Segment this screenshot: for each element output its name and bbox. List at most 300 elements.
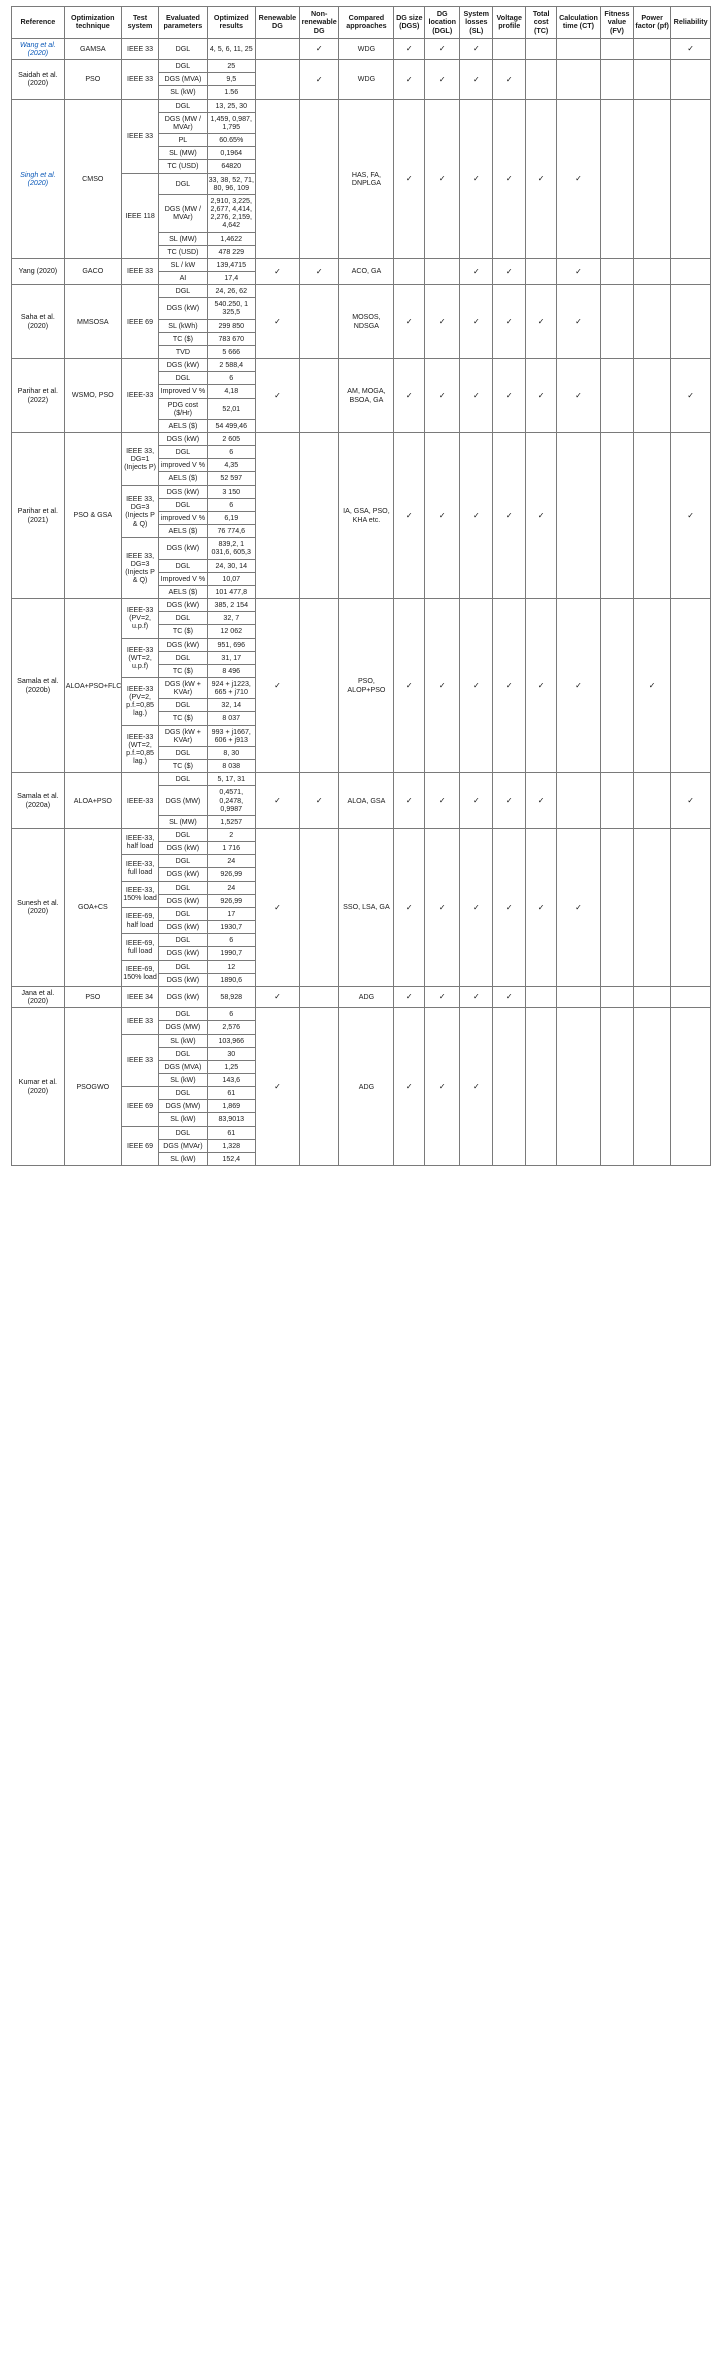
check-icon xyxy=(473,681,480,690)
cell-result: 4, 5, 6, 11, 25 xyxy=(207,38,255,59)
cell-parameter: SL / kW xyxy=(159,258,207,271)
cell-result: 101 477,8 xyxy=(207,585,255,598)
check-icon xyxy=(538,796,545,805)
check-icon xyxy=(473,992,480,1001)
cell-test-system: IEEE-33, half load xyxy=(121,829,158,855)
cell-parameter: SL (kWh) xyxy=(159,319,207,332)
cell-result: 2,910, 3,225, 2,677, 4,414, 2,276, 2,159, 4,642 xyxy=(207,194,255,232)
cell-test-system: IEEE-33, 150% load xyxy=(121,881,158,907)
cell-dg-location xyxy=(425,38,460,59)
cell-result: 24 xyxy=(207,855,255,868)
cell-parameter: DGL xyxy=(159,173,207,194)
cell-renewable-dg xyxy=(255,285,299,359)
cell-total-cost xyxy=(526,433,557,599)
cell-parameter: SL (MW) xyxy=(159,232,207,245)
cell-calculation-time xyxy=(557,433,601,599)
cell-dg-location xyxy=(425,829,460,987)
cell-technique: PSO & GSA xyxy=(64,433,121,599)
cell-parameter: DGS (kW + KVAr) xyxy=(159,677,207,698)
cell-reliability xyxy=(671,829,711,987)
cell-compared-approaches: ADG xyxy=(339,1008,394,1166)
check-icon xyxy=(473,391,480,400)
cell-parameter: DGS (kW) xyxy=(159,986,207,1007)
reference-label: Jana et al. (2020) xyxy=(21,988,55,1006)
check-icon xyxy=(687,44,694,53)
cell-nonrenewable-dg xyxy=(299,829,339,987)
cell-power-factor xyxy=(633,1008,670,1166)
cell-renewable-dg xyxy=(255,60,299,99)
cell-system-losses xyxy=(460,773,493,829)
check-icon xyxy=(274,1082,281,1091)
cell-dg-size xyxy=(394,38,425,59)
cell-parameter: DGL xyxy=(159,881,207,894)
cell-result: 385, 2 154 xyxy=(207,599,255,612)
cell-compared-approaches: ACO, GA xyxy=(339,258,394,284)
cell-system-losses xyxy=(460,285,493,359)
cell-result: 4,35 xyxy=(207,459,255,472)
cell-dg-location xyxy=(425,773,460,829)
cell-reference xyxy=(12,285,65,359)
cell-result: 13, 25, 30 xyxy=(207,99,255,112)
check-icon xyxy=(506,796,513,805)
check-icon xyxy=(506,317,513,326)
cell-dg-size xyxy=(394,285,425,359)
cell-calculation-time xyxy=(557,60,601,99)
cell-test-system: IEEE-69, 150% load xyxy=(121,960,158,986)
reference-label: Sunesh et al. (2020) xyxy=(17,899,59,916)
column-header-7: Compared approaches xyxy=(339,7,394,39)
table-row xyxy=(12,986,711,1007)
column-header-0: Reference xyxy=(12,7,65,39)
check-icon xyxy=(274,796,281,805)
cell-parameter: DGS (kW) xyxy=(159,894,207,907)
cell-result: 1,869 xyxy=(207,1100,255,1113)
cell-test-system: IEEE 33 xyxy=(121,38,158,59)
cell-system-losses xyxy=(460,433,493,599)
cell-parameter: DGL xyxy=(159,699,207,712)
cell-parameter: DGL xyxy=(159,99,207,112)
cell-reliability xyxy=(671,38,711,59)
cell-result: 478 229 xyxy=(207,245,255,258)
cell-compared-approaches: ADG xyxy=(339,986,394,1007)
cell-reference xyxy=(12,38,65,59)
cell-dg-location xyxy=(425,285,460,359)
cell-test-system: IEEE 34 xyxy=(121,986,158,1007)
cell-total-cost xyxy=(526,99,557,258)
cell-parameter: AELS ($) xyxy=(159,472,207,485)
cell-test-system: IEEE-33 (PV=2, p.f.=0,85 lag.) xyxy=(121,677,158,725)
cell-compared-approaches: WDG xyxy=(339,60,394,99)
cell-result: 1990,7 xyxy=(207,947,255,960)
cell-technique: PSOGWO xyxy=(64,1008,121,1166)
cell-renewable-dg xyxy=(255,433,299,599)
cell-result: 6 xyxy=(207,934,255,947)
cell-technique: GACO xyxy=(64,258,121,284)
cell-power-factor xyxy=(633,285,670,359)
reference-label: Samala et al. (2020a) xyxy=(17,792,59,809)
cell-power-factor xyxy=(633,38,670,59)
cell-result: 103,966 xyxy=(207,1034,255,1047)
cell-parameter: DGL xyxy=(159,38,207,59)
cell-voltage-profile xyxy=(493,359,526,433)
cell-result: 1.56 xyxy=(207,86,255,99)
cell-total-cost xyxy=(526,285,557,359)
check-icon xyxy=(506,391,513,400)
cell-dg-size xyxy=(394,773,425,829)
cell-parameter: TC (USD) xyxy=(159,160,207,173)
table-header-row xyxy=(12,7,711,39)
check-icon xyxy=(316,44,323,53)
check-icon xyxy=(473,267,480,276)
cell-system-losses xyxy=(460,599,493,773)
cell-voltage-profile xyxy=(493,599,526,773)
check-icon xyxy=(406,681,413,690)
check-icon xyxy=(506,681,513,690)
cell-test-system: IEEE-33 xyxy=(121,359,158,433)
cell-parameter: DGL xyxy=(159,612,207,625)
cell-result: 52 597 xyxy=(207,472,255,485)
cell-reliability xyxy=(671,60,711,99)
cell-technique: WSMO, PSO xyxy=(64,359,121,433)
cell-result: 5, 17, 31 xyxy=(207,773,255,786)
cell-parameter: DGS (MVA) xyxy=(159,1060,207,1073)
cell-technique: ALOA+PSO xyxy=(64,773,121,829)
cell-dg-size xyxy=(394,99,425,258)
cell-test-system: IEEE 69 xyxy=(121,285,158,359)
cell-parameter: AELS ($) xyxy=(159,585,207,598)
cell-parameter: DGL xyxy=(159,285,207,298)
cell-result: 1930,7 xyxy=(207,921,255,934)
cell-calculation-time xyxy=(557,258,601,284)
cell-dg-size xyxy=(394,599,425,773)
cell-nonrenewable-dg xyxy=(299,38,339,59)
cell-renewable-dg xyxy=(255,773,299,829)
cell-calculation-time xyxy=(557,99,601,258)
cell-technique: GOA+CS xyxy=(64,829,121,987)
cell-result: 783 670 xyxy=(207,332,255,345)
cell-result: 58,928 xyxy=(207,986,255,1007)
table-row xyxy=(12,433,711,446)
cell-parameter: DGS (kW) xyxy=(159,868,207,881)
reference-label: Kumar et al. (2020) xyxy=(18,1078,57,1095)
cell-parameter: SL (MW) xyxy=(159,147,207,160)
check-icon xyxy=(406,174,413,183)
check-icon xyxy=(439,391,446,400)
check-icon xyxy=(439,511,446,520)
cell-reference xyxy=(12,359,65,433)
cell-power-factor xyxy=(633,829,670,987)
check-icon xyxy=(274,391,281,400)
cell-test-system: IEEE-33, full load xyxy=(121,855,158,881)
cell-parameter: TC ($) xyxy=(159,712,207,725)
cell-voltage-profile xyxy=(493,285,526,359)
cell-result: 17 xyxy=(207,907,255,920)
reference-label: Parihar et al. (2022) xyxy=(17,387,58,404)
cell-total-cost xyxy=(526,1008,557,1166)
cell-parameter: DGS (kW + KVAr) xyxy=(159,725,207,746)
cell-calculation-time xyxy=(557,1008,601,1166)
check-icon xyxy=(473,44,480,53)
cell-voltage-profile xyxy=(493,258,526,284)
cell-result: 8 037 xyxy=(207,712,255,725)
cell-parameter: DGS (kW) xyxy=(159,638,207,651)
cell-parameter: DGS (MW) xyxy=(159,1021,207,1034)
check-icon xyxy=(473,75,480,84)
cell-result: 17,4 xyxy=(207,271,255,284)
cell-parameter: DGS (kW) xyxy=(159,359,207,372)
cell-total-cost xyxy=(526,258,557,284)
cell-result: 540.250, 1 325,5 xyxy=(207,298,255,319)
cell-parameter: AELS ($) xyxy=(159,419,207,432)
cell-parameter: DGS (MW / MVAr) xyxy=(159,194,207,232)
cell-compared-approaches: IA, GSA, PSO, KHA etc. xyxy=(339,433,394,599)
cell-system-losses xyxy=(460,1008,493,1166)
check-icon xyxy=(274,681,281,690)
cell-parameter: SL (kW) xyxy=(159,1152,207,1165)
cell-renewable-dg xyxy=(255,99,299,258)
cell-result: 32, 7 xyxy=(207,612,255,625)
cell-parameter: DGL xyxy=(159,372,207,385)
check-icon xyxy=(406,391,413,400)
cell-dg-location xyxy=(425,599,460,773)
cell-result: 152,4 xyxy=(207,1152,255,1165)
cell-result: 0,4571, 0,2478, 0,9987 xyxy=(207,786,255,815)
cell-parameter: DGS (kW) xyxy=(159,921,207,934)
cell-result: 6 xyxy=(207,446,255,459)
column-header-9: DG location (DGL) xyxy=(425,7,460,39)
check-icon xyxy=(406,44,413,53)
check-icon xyxy=(274,267,281,276)
cell-parameter: TC ($) xyxy=(159,760,207,773)
cell-parameter: DGL xyxy=(159,773,207,786)
cell-calculation-time xyxy=(557,986,601,1007)
cell-nonrenewable-dg xyxy=(299,599,339,773)
cell-voltage-profile xyxy=(493,433,526,599)
check-icon xyxy=(687,391,694,400)
cell-test-system: IEEE 69 xyxy=(121,1087,158,1126)
cell-result: 143,6 xyxy=(207,1073,255,1086)
cell-system-losses xyxy=(460,258,493,284)
cell-fitness-value xyxy=(600,258,633,284)
check-icon xyxy=(274,903,281,912)
cell-fitness-value xyxy=(600,599,633,773)
check-icon xyxy=(274,317,281,326)
check-icon xyxy=(274,992,281,1001)
cell-calculation-time xyxy=(557,829,601,987)
check-icon xyxy=(575,391,582,400)
cell-result: 139,4715 xyxy=(207,258,255,271)
reference-label: Parihar et al. (2021) xyxy=(17,507,58,524)
column-header-10: System losses (SL) xyxy=(460,7,493,39)
cell-parameter: DGL xyxy=(159,746,207,759)
check-icon xyxy=(439,903,446,912)
column-header-1: Optimization technique xyxy=(64,7,121,39)
cell-test-system: IEEE 33, DG=1 (Injects P) xyxy=(121,433,158,486)
cell-total-cost xyxy=(526,829,557,987)
cell-parameter: DGS (kW) xyxy=(159,599,207,612)
cell-result: 924 + j1223, 665 + j710 xyxy=(207,677,255,698)
check-icon xyxy=(439,44,446,53)
cell-result: 2 588,4 xyxy=(207,359,255,372)
column-header-14: Fitness value (FV) xyxy=(600,7,633,39)
cell-voltage-profile xyxy=(493,60,526,99)
cell-technique: ALOA+PSO+FLC xyxy=(64,599,121,773)
check-icon xyxy=(538,174,545,183)
check-icon xyxy=(575,317,582,326)
cell-parameter: DGS (kW) xyxy=(159,973,207,986)
cell-reference xyxy=(12,599,65,773)
cell-nonrenewable-dg xyxy=(299,60,339,99)
cell-dg-size xyxy=(394,986,425,1007)
table-row xyxy=(12,99,711,112)
column-header-11: Voltage profile xyxy=(493,7,526,39)
cell-parameter: SL (MW) xyxy=(159,815,207,828)
cell-result: 299 850 xyxy=(207,319,255,332)
cell-reliability xyxy=(671,773,711,829)
cell-test-system: IEEE 33, DG=3 (Injects P & Q) xyxy=(121,485,158,538)
cell-result: 60.65% xyxy=(207,134,255,147)
cell-result: 1,25 xyxy=(207,1060,255,1073)
cell-compared-approaches: HAS, FA, DNPLGA xyxy=(339,99,394,258)
cell-reliability xyxy=(671,433,711,599)
cell-result: 1890,6 xyxy=(207,973,255,986)
cell-fitness-value xyxy=(600,60,633,99)
cell-technique: MMSOSA xyxy=(64,285,121,359)
cell-system-losses xyxy=(460,60,493,99)
table-row xyxy=(12,1008,711,1021)
table-row xyxy=(12,285,711,298)
cell-result: 1,5257 xyxy=(207,815,255,828)
cell-result: 951, 696 xyxy=(207,638,255,651)
check-icon xyxy=(406,317,413,326)
cell-result: 9,5 xyxy=(207,73,255,86)
cell-parameter: TC ($) xyxy=(159,625,207,638)
check-icon xyxy=(473,511,480,520)
cell-result: 839,2, 1 031,6, 605,3 xyxy=(207,538,255,559)
cell-result: 6 xyxy=(207,372,255,385)
cell-result: 1 716 xyxy=(207,842,255,855)
cell-voltage-profile xyxy=(493,1008,526,1166)
cell-calculation-time xyxy=(557,285,601,359)
cell-parameter: DGS (kW) xyxy=(159,433,207,446)
check-icon xyxy=(506,992,513,1001)
table-header xyxy=(12,7,711,39)
cell-dg-size xyxy=(394,258,425,284)
cell-result: 64820 xyxy=(207,160,255,173)
cell-nonrenewable-dg xyxy=(299,1008,339,1166)
cell-parameter: SL (kW) xyxy=(159,86,207,99)
check-icon xyxy=(406,796,413,805)
cell-test-system: IEEE 69 xyxy=(121,1126,158,1165)
cell-parameter: DGS (kW) xyxy=(159,298,207,319)
check-icon xyxy=(439,992,446,1001)
cell-result: 993 + j1667, 606 + j913 xyxy=(207,725,255,746)
cell-dg-size xyxy=(394,60,425,99)
cell-result: 5 666 xyxy=(207,345,255,358)
check-icon xyxy=(473,796,480,805)
reference-label[interactable]: Wang et al. (2020) xyxy=(19,40,56,57)
cell-calculation-time xyxy=(557,359,601,433)
cell-result: 3 150 xyxy=(207,485,255,498)
check-icon xyxy=(316,796,323,805)
cell-result: 8 496 xyxy=(207,664,255,677)
cell-result: 61 xyxy=(207,1126,255,1139)
cell-parameter: TC (USD) xyxy=(159,245,207,258)
cell-dg-location xyxy=(425,60,460,99)
cell-dg-location xyxy=(425,99,460,258)
cell-parameter: DGL xyxy=(159,855,207,868)
cell-calculation-time xyxy=(557,38,601,59)
cell-result: 24, 30, 14 xyxy=(207,559,255,572)
check-icon xyxy=(473,1082,480,1091)
cell-result: 0,1964 xyxy=(207,147,255,160)
cell-power-factor xyxy=(633,359,670,433)
cell-reliability xyxy=(671,599,711,773)
cell-fitness-value xyxy=(600,773,633,829)
cell-reliability xyxy=(671,285,711,359)
cell-voltage-profile xyxy=(493,986,526,1007)
cell-parameter: DGL xyxy=(159,829,207,842)
cell-parameter: DGS (MW) xyxy=(159,786,207,815)
cell-result: 1,459, 0,987, 1,795 xyxy=(207,112,255,133)
column-header-4: Optimized results xyxy=(207,7,255,39)
cell-reference xyxy=(12,829,65,987)
cell-dg-location xyxy=(425,1008,460,1166)
check-icon xyxy=(506,174,513,183)
cell-parameter: DGL xyxy=(159,1008,207,1021)
cell-result: 54 499,46 xyxy=(207,419,255,432)
check-icon xyxy=(406,1082,413,1091)
cell-reference xyxy=(12,986,65,1007)
cell-result: 1,328 xyxy=(207,1139,255,1152)
check-icon xyxy=(316,75,323,84)
cell-test-system: IEEE-69, half load xyxy=(121,907,158,933)
check-icon xyxy=(439,75,446,84)
cell-result: 1,4622 xyxy=(207,232,255,245)
cell-parameter: DGL xyxy=(159,1087,207,1100)
column-header-12: Total cost (TC) xyxy=(526,7,557,39)
cell-renewable-dg xyxy=(255,359,299,433)
check-icon xyxy=(406,992,413,1001)
cell-system-losses xyxy=(460,38,493,59)
cell-renewable-dg xyxy=(255,1008,299,1166)
cell-test-system: IEEE-33 (PV=2, u.p.f) xyxy=(121,599,158,638)
cell-parameter: PDG cost ($/Hr) xyxy=(159,398,207,419)
cell-parameter: DGL xyxy=(159,498,207,511)
cell-renewable-dg xyxy=(255,258,299,284)
reference-label: Saha et al. (2020) xyxy=(20,313,55,330)
check-icon xyxy=(473,174,480,183)
cell-result: 76 774,6 xyxy=(207,525,255,538)
cell-renewable-dg xyxy=(255,829,299,987)
cell-result: 926,99 xyxy=(207,868,255,881)
reference-label[interactable]: Singh et al. (2020) xyxy=(20,170,56,187)
cell-compared-approaches: WDG xyxy=(339,38,394,59)
cell-reliability xyxy=(671,986,711,1007)
cell-result: 24 xyxy=(207,881,255,894)
cell-technique: GAMSA xyxy=(64,38,121,59)
cell-dg-location xyxy=(425,433,460,599)
table-body xyxy=(12,38,711,1165)
cell-compared-approaches: AM, MOGA, BSOA, GA xyxy=(339,359,394,433)
cell-result: 2 xyxy=(207,829,255,842)
cell-total-cost xyxy=(526,60,557,99)
column-header-15: Power factor (pf) xyxy=(633,7,670,39)
cell-test-system: IEEE-33 (WT=2, u.p.f) xyxy=(121,638,158,677)
cell-fitness-value xyxy=(600,359,633,433)
table-row xyxy=(12,60,711,73)
cell-result: 926,99 xyxy=(207,894,255,907)
